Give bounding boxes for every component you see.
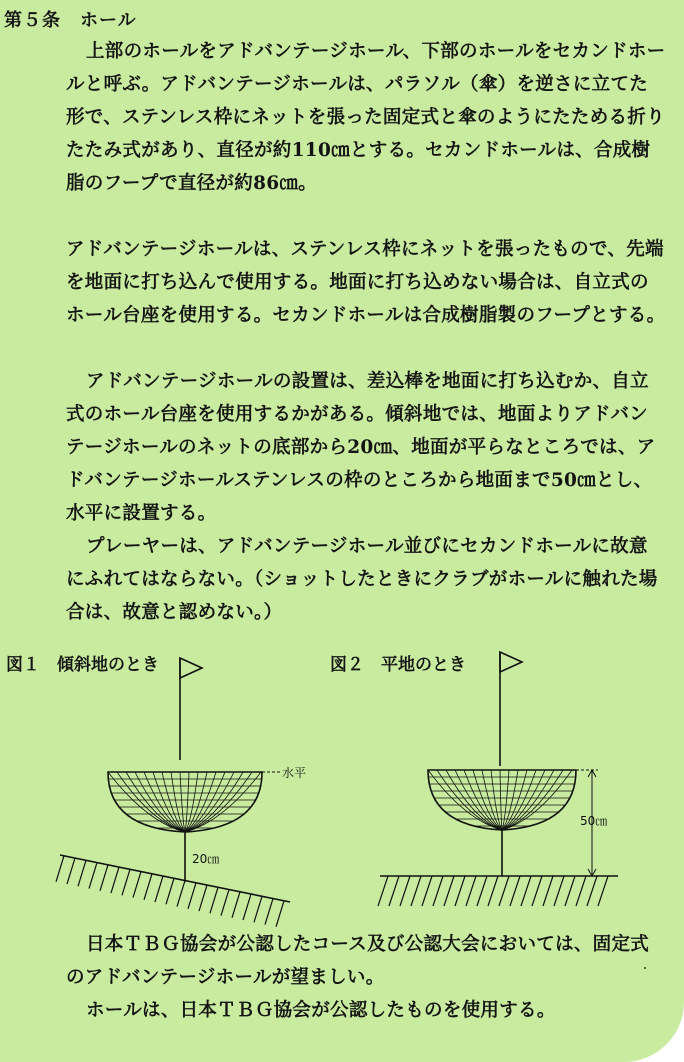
figure-1-slope-diagram: [40, 640, 340, 930]
slope-ground: [60, 855, 290, 902]
height-50cm-label: 50㎝: [580, 814, 608, 828]
article-title: 第５条 ホール: [4, 10, 137, 31]
net-basket: [108, 772, 262, 832]
figure-2-flat-diagram: [360, 640, 660, 930]
paragraph-3: アドバンテージホールの設置は、差込棒を地面に打ち込むか、自立式のホール台座を使用するかがある。傾斜地では、地面よりアドバンテージホールのネットの底部から20㎝、地面が平らなところでは、アドバンテージホールステンレスの枠のところから地面まで50㎝とし、水平に設置する。: [66, 371, 656, 524]
flag-icon: [180, 658, 202, 678]
closing-paragraph-1: 日本ＴＢＧ協会が公認したコース及び公認大会においては、固定式のアドバンテージホールが望ましい。: [66, 934, 650, 988]
level-label: 水平: [282, 766, 307, 780]
height-20cm-label: 20㎝: [192, 852, 220, 866]
paragraph-2: アドバンテージホールは、ステンレス枠にネットを張ったもので、先端を地面に打ち込んで使用する。地面に打ち込めない場合は、自立式のホール台座を使用する。セカンドホールは合成樹脂製のフープとする。: [66, 239, 666, 326]
figure-1-label: 図１ 傾斜地のとき: [6, 655, 159, 675]
closing-paragraph-2: ホールは、日本ＴＢＧ協会が公認したものを使用する。: [86, 1000, 556, 1021]
slope-hatching: [56, 856, 284, 927]
speck: [644, 967, 646, 969]
flag-icon: [500, 652, 522, 672]
paragraph-1: 上部のホールをアドバンテージホール、下部のホールをセカンドホールと呼ぶ。アドバンテージホールは、パラソル（傘）を逆さに立てた形で、ステンレス枠にネットを張った固定式と傘のようにたためる折りたたみ式があり、直径が約110㎝とする。セカンドホールは、合成樹脂のフープで直径が約86㎝。: [66, 41, 666, 194]
figure-2-label: 図２ 平地のとき: [330, 655, 466, 675]
ground-hatching: [378, 876, 608, 906]
net-basket: [428, 770, 576, 830]
paragraph-4: プレーヤーは、アドバンテージホール並びにセカンドホールに故意にふれてはならない。（ショットしたときにクラブがホールに触れた場合は、故意と認めない。）: [66, 536, 658, 623]
